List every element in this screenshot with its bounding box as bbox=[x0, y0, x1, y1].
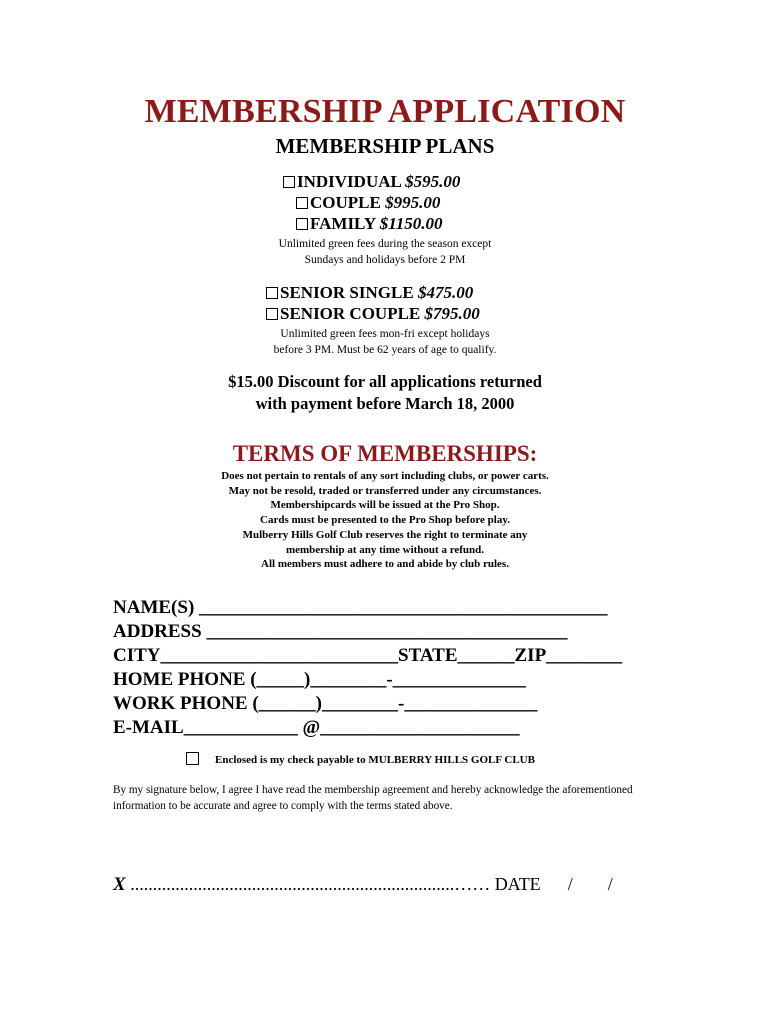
plans-heading: MEMBERSHIP PLANS bbox=[275, 134, 495, 158]
enclosed-check-row[interactable]: Enclosed is my check payable to MULBERRY HILLS GOLF CLUB bbox=[186, 752, 535, 766]
plan-couple[interactable]: COUPLE $995.00 bbox=[296, 193, 440, 213]
plan-senior-single[interactable]: SENIOR SINGLE $475.00 bbox=[266, 283, 473, 303]
terms-list bbox=[0, 469, 770, 572]
signature-dots[interactable]: ........................................................................…… bbox=[130, 874, 491, 894]
terms-line: Membershipcards will be issued at the Pro Shop. bbox=[270, 499, 500, 512]
senior-single-checkbox[interactable] bbox=[266, 287, 278, 299]
enclosed-checkbox[interactable] bbox=[186, 752, 199, 765]
couple-checkbox[interactable] bbox=[296, 197, 308, 209]
date-label: DATE bbox=[494, 874, 541, 894]
address-field[interactable]: ADDRESS ______________________________________ bbox=[113, 621, 568, 642]
signature-x: X bbox=[113, 874, 126, 895]
terms-line: Cards must be presented to the Pro Shop before play. bbox=[260, 514, 510, 527]
date-slash[interactable]: / bbox=[567, 874, 573, 894]
individual-checkbox[interactable] bbox=[283, 176, 295, 188]
plans-note-2: Unlimited green fees mon-fri except holidays before 3 PM. Must be 62 years of age to qualify. bbox=[273, 328, 497, 356]
terms-line: Mulberry Hills Golf Club reserves the right to terminate any bbox=[242, 528, 528, 541]
terms-line: May not be resold, traded or transferred under any circumstances. bbox=[228, 484, 542, 497]
home-phone-field[interactable]: HOME PHONE (_____)________-______________ bbox=[113, 669, 526, 690]
agreement-text: By my signature below, I agree I have read the membership agreement and hereby acknowledge the aforementioned information to be accurate and agree to comply with the terms stated above. bbox=[113, 784, 633, 812]
plan-senior-couple[interactable]: SENIOR COUPLE $795.00 bbox=[266, 304, 480, 324]
plans-note-1: Unlimited green fees during the season except Sundays and holidays before 2 PM bbox=[278, 238, 492, 266]
terms-line: All members must adhere to and abide by club rules. bbox=[261, 558, 509, 571]
work-phone-field[interactable]: WORK PHONE (______)________-______________ bbox=[113, 693, 538, 714]
name-field[interactable]: NAME(S) ___________________________________________ bbox=[113, 597, 608, 618]
terms-line: membership at any time without a refund. bbox=[285, 543, 485, 556]
city-state-zip-field[interactable]: CITY_________________________STATE______ZIP________ bbox=[113, 645, 623, 666]
discount-notice: $15.00 Discount for all applications returned with payment before March 18, 2000 bbox=[228, 372, 542, 413]
signature-line[interactable] bbox=[113, 874, 613, 896]
plan-family[interactable]: FAMILY $1150.00 bbox=[296, 214, 443, 234]
page-title: MEMBERSHIP APPLICATION bbox=[144, 93, 626, 130]
terms-line: Does not pertain to rentals of any sort including clubs, or power carts. bbox=[221, 470, 549, 482]
date-slash[interactable]: / bbox=[607, 874, 613, 894]
plan-individual[interactable]: INDIVIDUAL $595.00 bbox=[283, 172, 460, 192]
email-field[interactable]: E-MAIL____________ @_____________________ bbox=[113, 717, 520, 738]
senior-couple-checkbox[interactable] bbox=[266, 308, 278, 320]
terms-heading: TERMS OF MEMBERSHIPS: bbox=[232, 441, 538, 466]
family-checkbox[interactable] bbox=[296, 218, 308, 230]
